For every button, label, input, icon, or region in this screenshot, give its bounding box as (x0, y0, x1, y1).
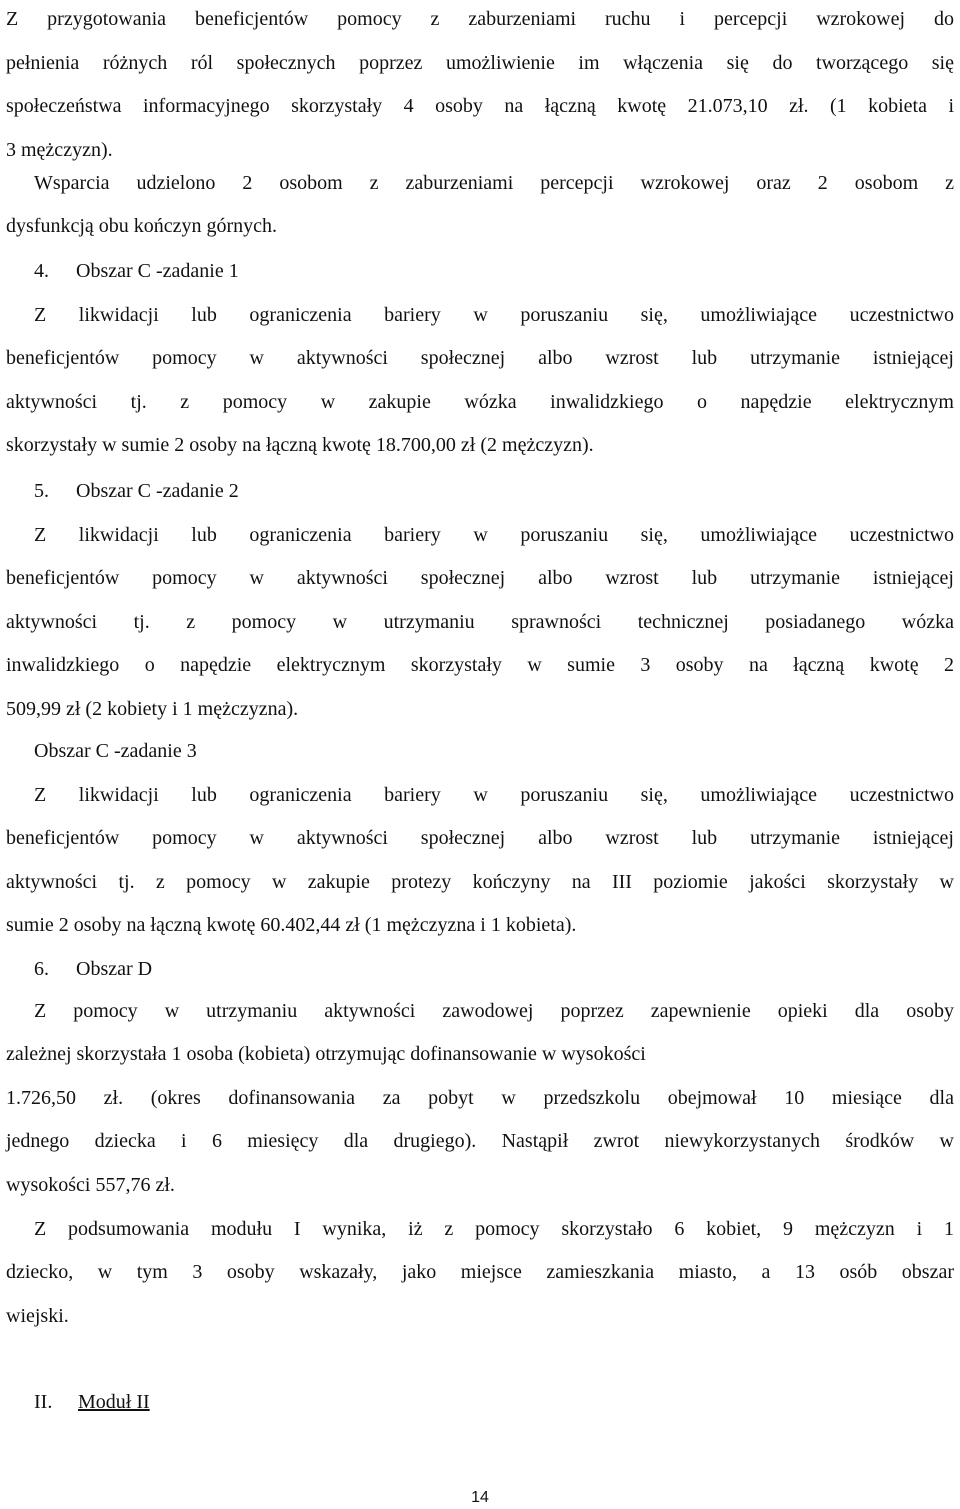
text-line: 1.726,50 zł. (okres dofinansowania za pobyt w przedszkolu obejmował 10 miesiące dla (6, 1086, 954, 1109)
text-line: aktywności tj. z pomocy w utrzymaniu sprawności technicznej posiadanego wózka (6, 610, 954, 633)
paragraph-area-c-task-3 (6, 817, 954, 948)
text-line: jednego dziecka i 6 miesięcy dla drugiego). Nastąpił zwrot niewykorzystanych środków w (6, 1130, 954, 1152)
section-heading-area-c-task-1 (34, 257, 239, 285)
text-line: inwalidzkiego o napędzie elektrycznym skorzystały w sumie 3 osoby na łączną kwotę 2 (6, 654, 954, 676)
paragraph-area-c-task-2 (6, 557, 954, 731)
section-title: Moduł II (78, 1391, 150, 1413)
section-heading-module-2 (34, 1388, 150, 1416)
section-heading-area-c-task-3 (34, 737, 197, 765)
paragraph-area-c-task-1 (6, 337, 954, 468)
page-number: 14 (471, 1489, 489, 1506)
section-title: Obszar C -zadanie 1 (76, 260, 239, 282)
text-line: Wsparcia udzielono 2 osobom z zaburzeniami percepcji wzrokowej oraz 2 osobom z (34, 172, 954, 194)
section-number: 6. (34, 958, 49, 980)
section-number: 4. (34, 260, 49, 282)
section-heading-area-c-task-2 (34, 477, 239, 505)
paragraph-summary (6, 1251, 954, 1338)
paragraph-area-c-task-1-first (34, 294, 954, 338)
text-line: skorzystały w sumie 2 osoby na łączną kwotę 18.700,00 zł (2 mężczyzn). (6, 434, 594, 456)
text-line: społeczeństwa informacyjnego skorzystały 4 osoby na łączną kwotę 21.073,10 zł. (1 kobieta i (6, 95, 954, 117)
paragraph-area-c-task-2-first (34, 514, 954, 558)
text-line: wysokości 557,76 zł. (6, 1173, 175, 1196)
section-number: 5. (34, 480, 49, 502)
paragraph-support-cont (6, 205, 954, 249)
section-title: Obszar C -zadanie 3 (34, 740, 197, 762)
text-line: Z podsumowania modułu I wynika, iż z pomocy skorzystało 6 kobiet, 9 mężczyzn i 1 (34, 1218, 954, 1240)
text-line: beneficjentów pomocy w aktywności społecznej albo wzrost lub utrzymanie istniejącej (6, 347, 954, 369)
text-line: dziecko, w tym 3 osoby wskazały, jako miejsce zamieszkania miasto, a 13 osób obszar (6, 1261, 954, 1283)
text-line: Z likwidacji lub ograniczenia bariery w poruszaniu się, umożliwiające uczestnictwo (34, 304, 954, 326)
text-line: 509,99 zł (2 kobiety i 1 mężczyzna). (6, 697, 299, 720)
paragraph-area-d (6, 1033, 954, 1207)
text-line: aktywności tj. z pomocy w zakupie wózka inwalidzkiego o napędzie elektrycznym (6, 390, 954, 413)
section-heading-area-d (34, 955, 152, 983)
text-line: sumie 2 osoby na łączną kwotę 60.402,44 zł (1 mężczyzna i 1 kobieta). (6, 914, 577, 936)
text-line: Z likwidacji lub ograniczenia bariery w poruszaniu się, umożliwiające uczestnictwo (34, 524, 954, 546)
text-line: dysfunkcją obu kończyn górnych. (6, 215, 278, 237)
section-number: II. (34, 1391, 53, 1413)
text-line: beneficjentów pomocy w aktywności społecznej albo wzrost lub utrzymanie istniejącej (6, 827, 954, 849)
text-line: Z pomocy w utrzymaniu aktywności zawodowej poprzez zapewnienie opieki dla osoby (34, 1000, 954, 1022)
paragraph-support (34, 162, 954, 206)
text-line: wiejski. (6, 1304, 69, 1327)
section-title: Obszar D (76, 958, 153, 980)
text-line: Z likwidacji lub ograniczenia bariery w poruszaniu się, umożliwiające uczestnictwo (34, 784, 954, 806)
paragraph-area-d-first (34, 990, 954, 1034)
paragraph-summary-first (34, 1208, 954, 1252)
text-line: pełnienia różnych ról społecznych poprzez umożliwienie im włączenia się do tworzącego się (6, 51, 954, 74)
text-line: 3 mężczyzn). (6, 138, 113, 161)
text-line: beneficjentów pomocy w aktywności społecznej albo wzrost lub utrzymanie istniejącej (6, 567, 954, 589)
text-line: Z przygotowania beneficjentów pomocy z zaburzeniami ruchu i percepcji wzrokowej do (6, 8, 954, 30)
paragraph-intro (6, 0, 954, 172)
paragraph-area-c-task-3-first (34, 774, 954, 818)
text-line: aktywności tj. z pomocy w zakupie protezy kończyny na III poziomie jakości skorzystały w (6, 870, 954, 893)
text-line: zależnej skorzystała 1 osoba (kobieta) otrzymując dofinansowanie w wysokości (6, 1043, 646, 1065)
section-title: Obszar C -zadanie 2 (76, 480, 239, 502)
